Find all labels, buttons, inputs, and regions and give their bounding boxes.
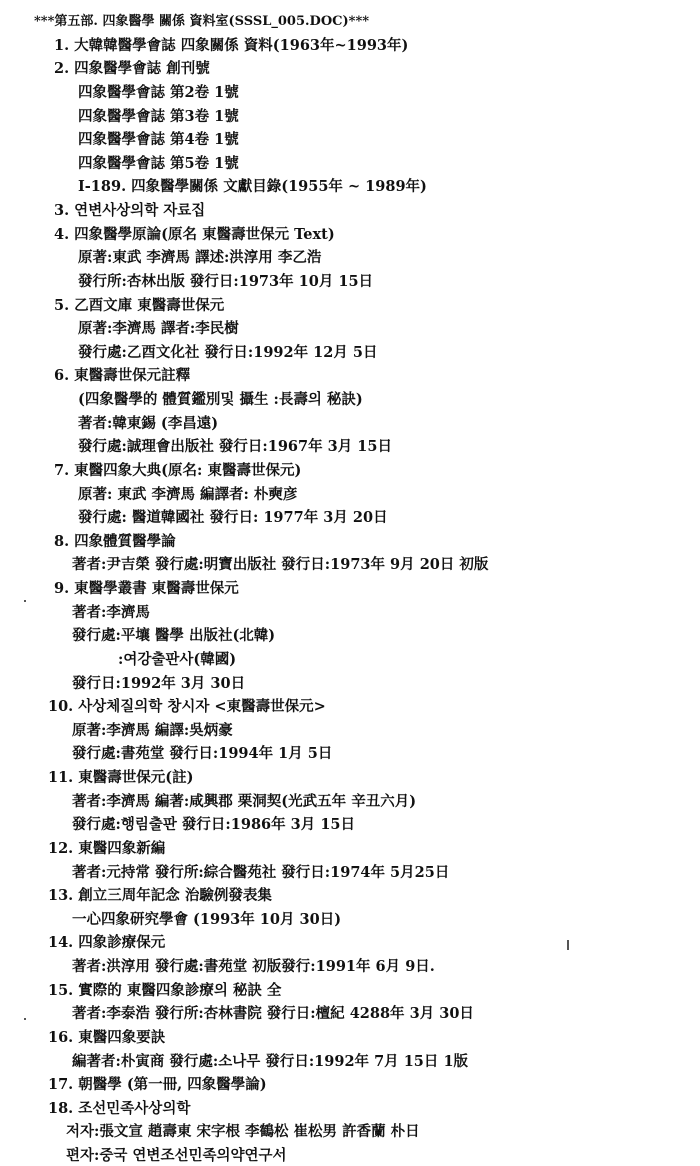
- entry-18-detail: 편자:중국 연변조선민족의약연구서: [66, 1147, 287, 1164]
- entry-11-title: 11. 東醫壽世保元(註): [48, 769, 194, 786]
- entry-6-detail: (四象醫學的 體質鑑別및 攝生 :長壽의 秘訣): [78, 391, 363, 408]
- entry-4-detail: 原著:東武 李濟馬 譯述:洪淳用 李乙浩: [78, 249, 322, 266]
- entry-4-detail: 發行所:杏林出版 發行日:1973年 10月 15日: [78, 273, 374, 290]
- entry-2-detail: 四象醫學會誌 第2卷 1號: [78, 84, 239, 101]
- entry-10-title: 10. 사상체질의학 창시자 <東醫壽世保元>: [48, 698, 326, 715]
- entry-10-detail: 發行處:書苑堂 發行日:1994年 1月 5日: [72, 745, 333, 762]
- entry-9-detail: :여강출판사(韓國): [118, 651, 237, 668]
- entry-6-detail: 發行處:誠理會出版社 發行日:1967年 3月 15日: [78, 438, 392, 455]
- entry-14-title: 14. 四象診療保元: [48, 934, 166, 951]
- entry-9-detail: 發行處:平壤 醫學 出版社(北韓): [72, 627, 276, 644]
- entry-10-detail: 原著:李濟馬 編譯:吳炳豪: [72, 722, 233, 739]
- entry-2-detail: 四象醫學會誌 第3卷 1號: [78, 108, 239, 125]
- scan-speck: [24, 600, 26, 602]
- entry-16-title: 16. 東醫四象要訣: [48, 1029, 166, 1046]
- entry-15-title: 15. 實際的 東醫四象診療의 秘訣 全: [48, 982, 282, 999]
- entry-17-title: 17. 朝醫學 (第一冊, 四象醫學論): [48, 1076, 267, 1093]
- entry-11-detail: 發行處:행림출판 發行日:1986年 3月 15日: [72, 816, 355, 833]
- entry-18-detail: 저자:張文宣 趙壽東 宋字根 李鶴松 崔松男 許香蘭 朴日: [66, 1123, 420, 1140]
- entry-2-detail: 四象醫學會誌 第4卷 1號: [78, 131, 239, 148]
- entry-6-title: 6. 東醫壽世保元註釋: [54, 367, 191, 384]
- scan-speck: [567, 940, 569, 950]
- entry-5-detail: 發行處:乙酉文化社 發行日:1992年 12月 5日: [78, 344, 378, 361]
- entry-5-title: 5. 乙酉文庫 東醫壽世保元: [54, 297, 225, 314]
- entry-2-detail: 四象醫學會誌 第5卷 1號: [78, 155, 239, 172]
- entry-18-title: 18. 조선민족사상의학: [48, 1100, 191, 1117]
- entry-16-detail: 編著者:朴寅商 發行處:소나무 發行日:1992年 7月 15日 1版: [72, 1053, 469, 1070]
- entry-9-detail: 發行日:1992年 3月 30日: [72, 675, 246, 692]
- entry-1-title: 1. 大韓韓醫學會誌 四象關係 資料(1963年~1993年): [54, 37, 409, 54]
- entry-8-title: 8. 四象體質醫學論: [54, 533, 176, 550]
- entry-7-detail: 發行處: 醫道韓國社 發行日: 1977年 3月 20日: [78, 509, 388, 526]
- entry-14-detail: 著者:洪淳用 發行處:書苑堂 初版發行:1991年 6月 9日.: [72, 958, 435, 975]
- entry-7-title: 7. 東醫四象大典(原名: 東醫壽世保元): [54, 462, 302, 479]
- document-header: ***第五部. 四象醫學 關係 資料室(SSSL_005.DOC)***: [34, 14, 370, 29]
- entry-8-detail: 著者:尹吉榮 發行處:明寶出版社 發行日:1973年 9月 20日 初版: [72, 556, 489, 573]
- entry-15-detail: 著者:李泰浩 發行所:杏林書院 發行日:檀紀 4288年 3月 30日: [72, 1005, 474, 1022]
- entry-12-title: 12. 東醫四象新編: [48, 840, 166, 857]
- entry-9-title: 9. 東醫學叢書 東醫壽世保元: [54, 580, 239, 597]
- entry-3-title: 3. 연변사상의학 자료집: [54, 202, 206, 219]
- entry-4-title: 4. 四象醫學原論(原名 東醫壽世保元 Text): [54, 226, 335, 243]
- entry-5-detail: 原著:李濟馬 譯者:李民樹: [78, 320, 239, 337]
- entry-13-title: 13. 創立三周年記念 治驗例發表集: [48, 887, 272, 904]
- scan-speck: [24, 1018, 26, 1020]
- entry-9-detail: 著者:李濟馬: [72, 604, 150, 621]
- entry-7-detail: 原著: 東武 李濟馬 編譯者: 朴奭彦: [78, 486, 298, 503]
- entry-6-detail: 著者:韓東錫 (李昌遠): [78, 415, 219, 432]
- entry-11-detail: 著者:李濟馬 編著:咸興郡 栗洞契(光武五年 辛丑六月): [72, 793, 417, 810]
- entry-2-detail: I-189. 四象醫學關係 文獻目錄(1955年 ~ 1989年): [78, 178, 427, 195]
- entry-2-title: 2. 四象醫學會誌 創刊號: [54, 60, 210, 77]
- entry-13-detail: 一心四象研究學會 (1993年 10月 30日): [72, 911, 342, 928]
- entry-12-detail: 著者:元持常 發行所:綜合醫苑社 發行日:1974年 5月25日: [72, 864, 450, 881]
